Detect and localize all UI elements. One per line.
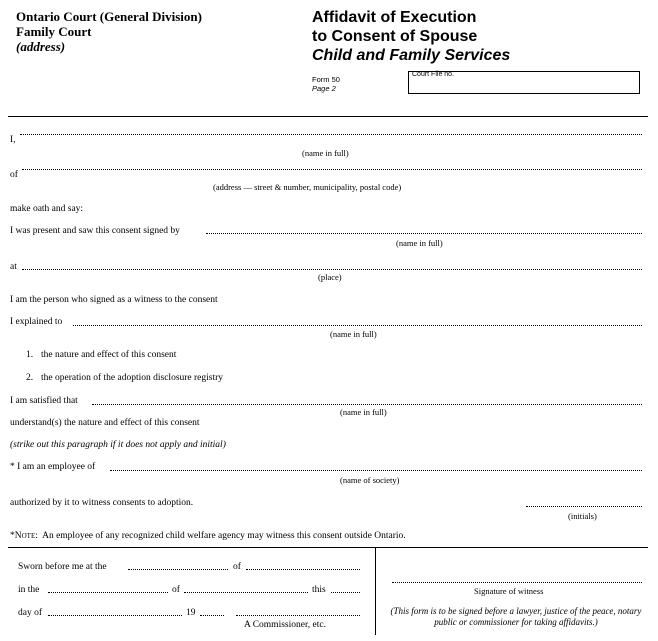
society-name-field[interactable] [110, 470, 642, 471]
place-field[interactable] [22, 269, 642, 270]
name-caption-2: (name in full) [396, 238, 443, 248]
initials-caption: (initials) [568, 511, 597, 521]
court-address: (address) [16, 39, 66, 54]
employee-text: * I am an employee of [10, 462, 96, 472]
understands-text: understand(s) the nature and effect of this consent [10, 418, 200, 428]
i-label: I, [10, 135, 16, 145]
name-caption-3: (name in full) [330, 329, 377, 339]
sworn-of-1: of [233, 562, 241, 572]
authorized-text: authorized by it to witness consents to adoption. [10, 498, 194, 508]
deponent-address-field[interactable] [22, 169, 642, 170]
address-caption: (address — street & number, municipality, postal code) [213, 182, 402, 192]
sworn-in-the: in the [18, 585, 40, 595]
form-title-line2: to Consent of Spouse [312, 28, 478, 45]
satisfied-name-field[interactable] [92, 404, 642, 405]
court-division: Family Court [16, 24, 92, 39]
court-file-number-field[interactable] [408, 71, 640, 94]
form-title-line1: Affidavit of Execution [312, 9, 477, 26]
court-file-label: Court File no. [412, 71, 455, 78]
sworn-place-field[interactable] [128, 569, 228, 570]
signer-name-field[interactable] [206, 233, 642, 234]
commissioner-signature-field[interactable] [236, 615, 360, 616]
satisfied-text: I am satisfied that [10, 396, 78, 406]
form-title-line3: Child and Family Services [312, 47, 511, 64]
make-oath-text: make oath and say: [10, 204, 84, 214]
witness-text: I am the person who signed as a witness to the consent [10, 295, 218, 305]
header-divider [8, 116, 648, 117]
sworn-column-divider [375, 547, 376, 635]
sworn-day-of: day of [18, 608, 43, 618]
at-label: at [10, 262, 17, 272]
sworn-this: this [312, 585, 326, 595]
item2-number: 2. [26, 373, 34, 383]
sworn-day-field[interactable] [331, 592, 360, 593]
employee-note [10, 531, 406, 541]
sworn-region-name-field[interactable] [184, 592, 308, 593]
initials-field[interactable] [526, 506, 642, 507]
witness-signature-field[interactable] [392, 582, 642, 583]
explained-name-field[interactable] [73, 325, 642, 326]
witness-signature-caption: Signature of witness [474, 586, 544, 596]
sworn-text: Sworn before me at the [18, 562, 107, 572]
name-caption-4: (name in full) [340, 407, 387, 417]
strike-instruction: (strike out this paragraph if it does not apply and initial) [10, 440, 226, 450]
explained-text: I explained to [10, 317, 63, 327]
sworn-region-field[interactable] [48, 592, 168, 593]
place-caption: (place) [318, 272, 342, 282]
sworn-year-field[interactable] [200, 615, 224, 616]
sworn-municipality-field[interactable] [246, 569, 360, 570]
sworn-month-field[interactable] [48, 615, 182, 616]
signing-instruction: (This form is to be signed before a lawyer, justice of the peace, notary public or commissioner for taking affidavits.) [390, 606, 642, 627]
note-label: *Note: [10, 531, 38, 541]
present-text: I was present and saw this consent signed by [10, 226, 180, 236]
commissioner-caption: A Commissioner, etc. [244, 620, 326, 630]
item2-text: the operation of the adoption disclosure registry [41, 373, 224, 383]
society-caption: (name of society) [340, 475, 400, 485]
sworn-year-prefix: 19 [186, 608, 196, 618]
item1-text: the nature and effect of this consent [41, 350, 177, 360]
deponent-name-field[interactable] [20, 134, 642, 135]
court-name: Ontario Court (General Division) [16, 9, 202, 24]
sworn-divider [8, 547, 648, 548]
sworn-of-2: of [172, 585, 180, 595]
note-text: An employee of any recognized child welfare agency may witness this consent outside Ontario. [42, 531, 406, 541]
item1-number: 1. [26, 350, 34, 360]
form-page: Page 2 [312, 84, 336, 93]
form-number: Form 50 [312, 75, 340, 84]
name-caption-1: (name in full) [302, 148, 349, 158]
of-label: of [10, 170, 18, 180]
